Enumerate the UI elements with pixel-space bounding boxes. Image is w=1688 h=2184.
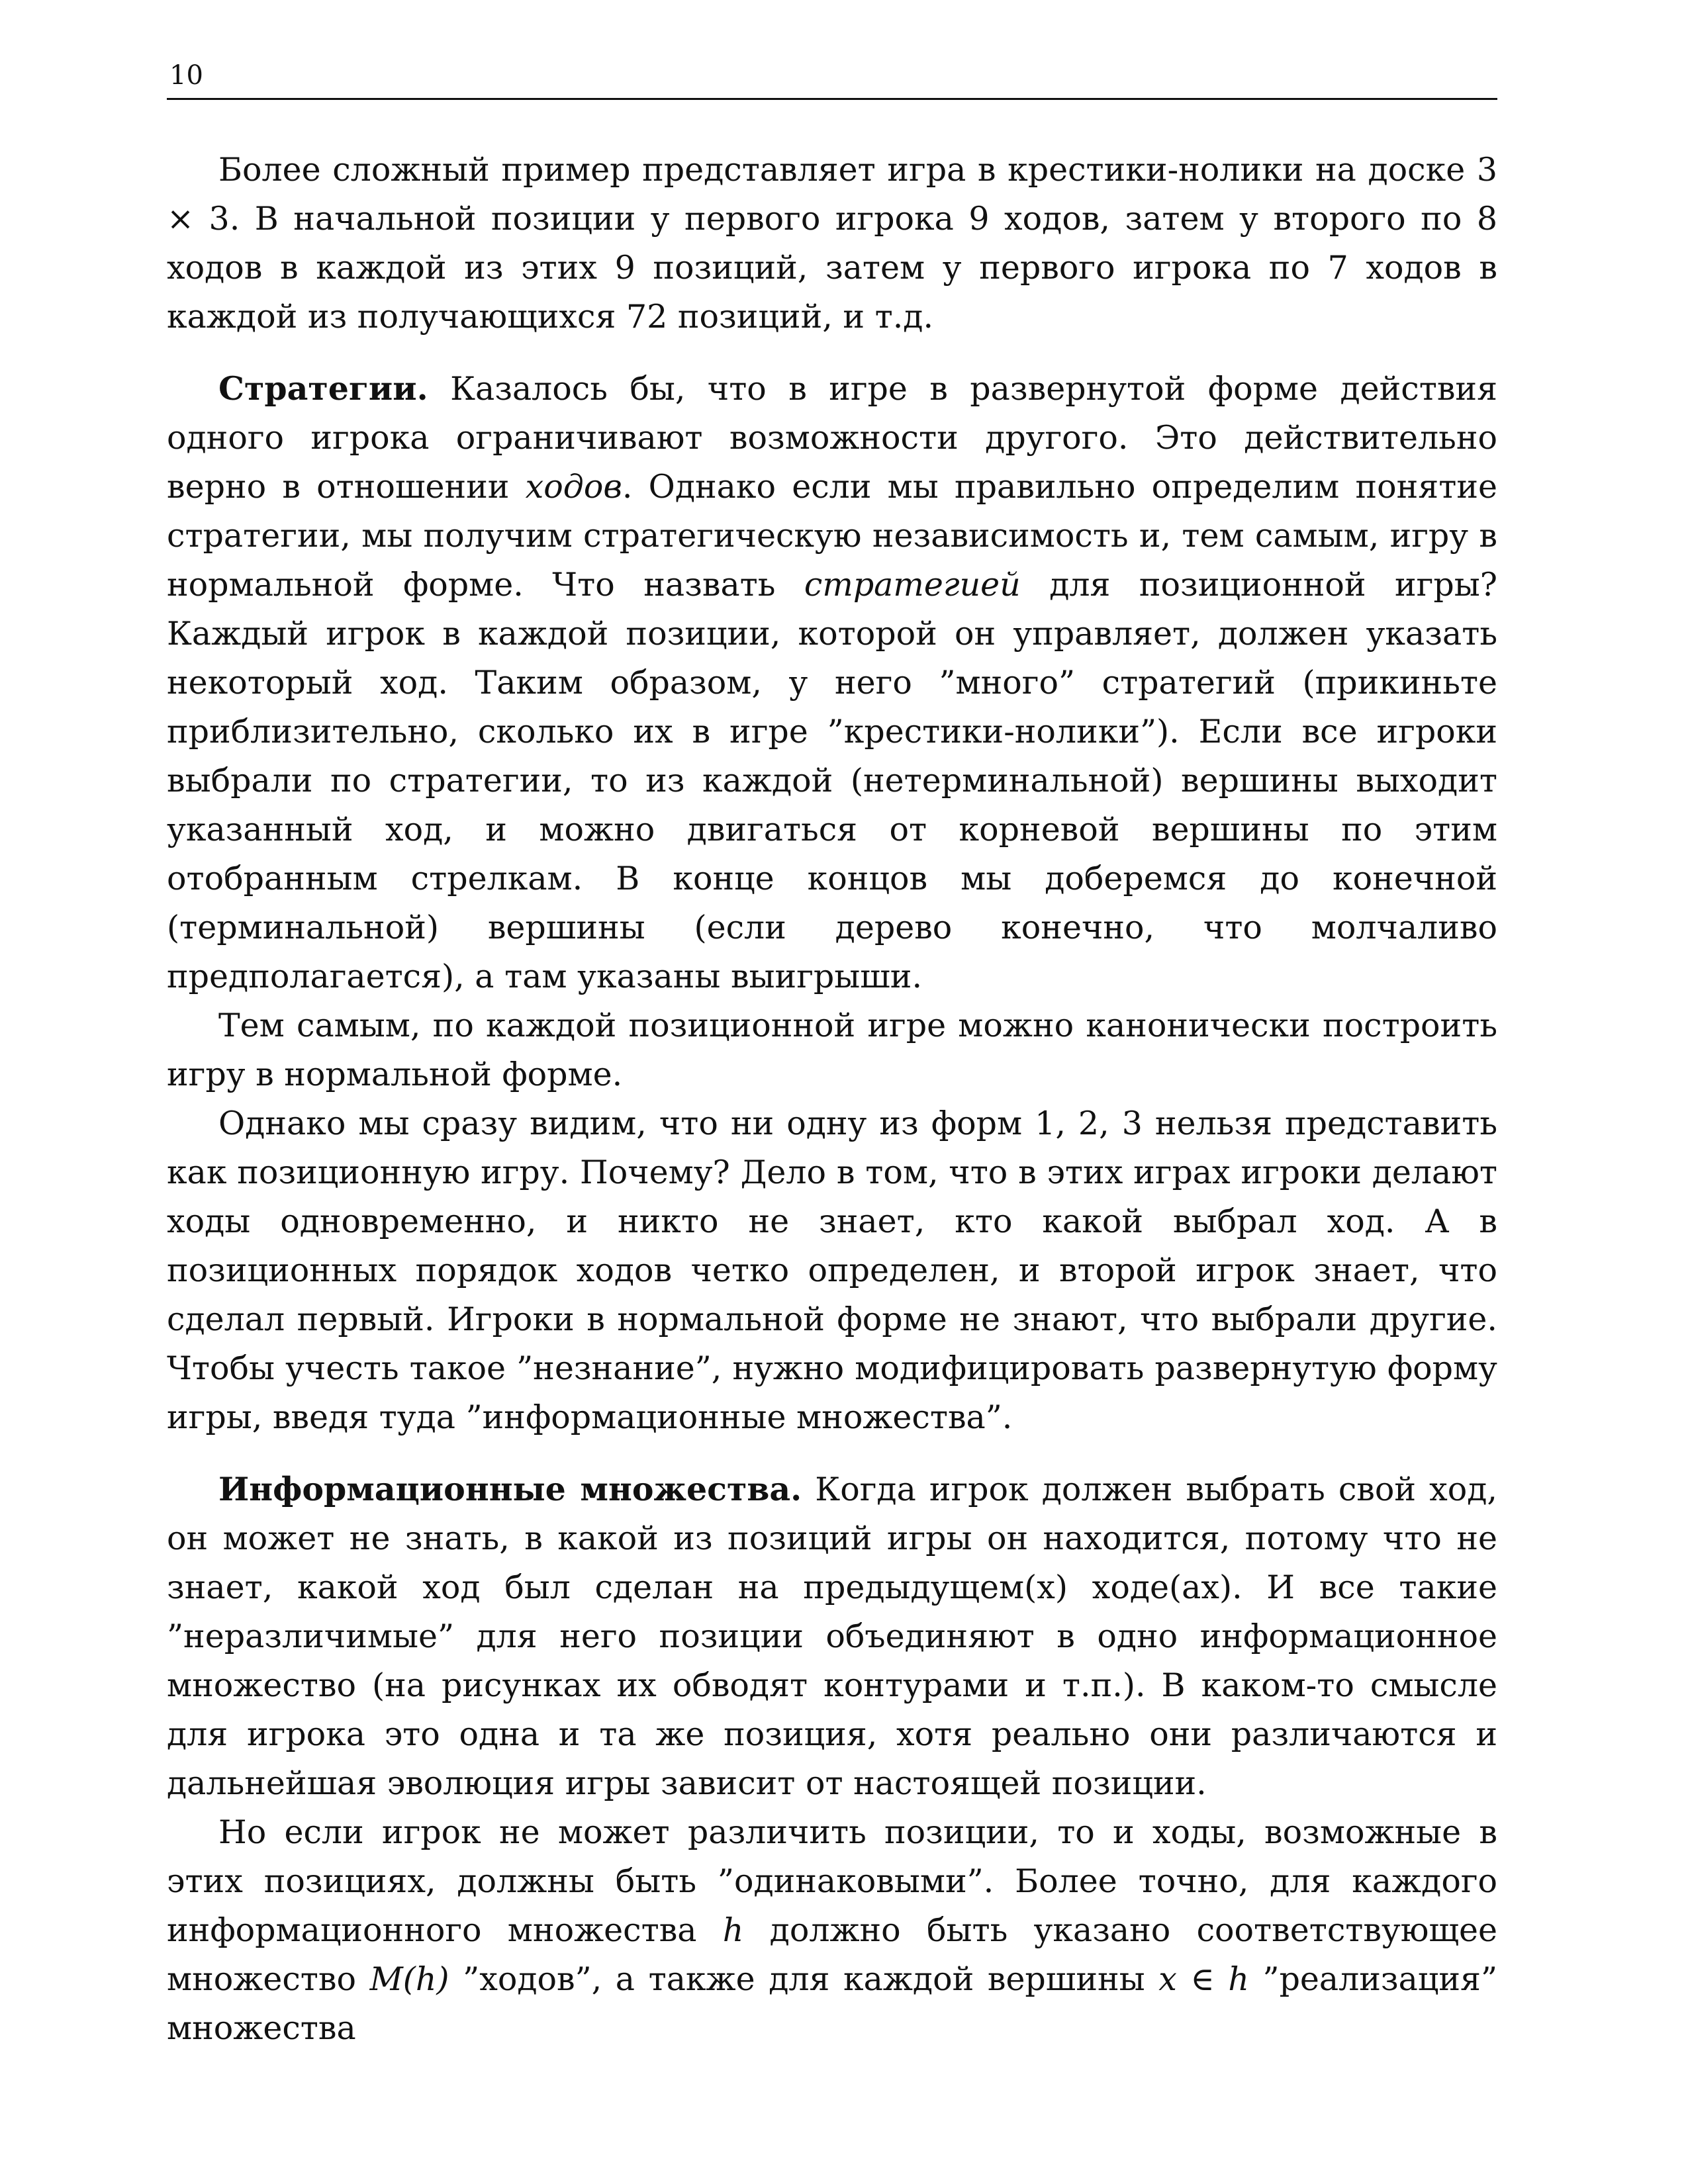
paragraph-text: Но если игрок не может различить позиции, то и ходы, возможные в этих позициях, должны быть ”одинаковыми”. Более точно, для каждого информационного множества: [167, 1813, 1497, 1949]
section-heading-information-sets: Информационные множества.: [218, 1470, 802, 1508]
paragraph-normal-form: [167, 1001, 1497, 1099]
page-header: [167, 56, 1497, 100]
paragraph-simultaneous-moves: [167, 1099, 1497, 1442]
paragraph-text: ”ходов”, а также для каждой вершины: [449, 1960, 1159, 1998]
emphasis-moves: ходов: [525, 468, 622, 506]
paragraph-text: для позиционной игры? Каждый игрок в каждой позиции, которой он управляет, должен указать некоторый ход. Таким образом, у него ”много” стратегий (прикиньте приблизительно, сколько их в игре ”крестики-нолики”). Если все игроки выбрали по стратегии, то из каждой (нетерминальной) вершины выходит указанный ход, и можно двигаться от корневой вершины по этим отобранным стрелкам. В конце концов мы доберемся до конечной (терминальной) вершины (если дерево конечно, что молчаливо предполагается), а там указаны выигрыши.: [167, 566, 1497, 995]
math-h: h: [722, 1911, 744, 1949]
math-x-in-h: x ∈ h: [1158, 1960, 1249, 1998]
paragraph-text: Однако мы сразу видим, что ни одну из форм 1, 2, 3 нельзя представить как позиционную игру. Почему? Дело в том, что в этих играх игроки делают ходы одновременно, и никто не знает, кто какой выбрал ход. А в позиционных порядок ходов четко определен, и второй игрок знает, что сделал первый. Игроки в нормальной форме не знают, что выбрали другие. Чтобы учесть такое ”незнание”, нужно модифицировать развернутую форму игры, введя туда ”информационные множества”.: [167, 1105, 1497, 1436]
paragraph-text: . Однако если мы правильно определим понятие стратегии, мы получим стратегическую независимость и, тем самым, игру в нормальной форме. Что назвать: [167, 468, 1497, 604]
section-heading-strategies: Стратегии.: [218, 369, 428, 408]
math-m-of-h: M(h): [369, 1960, 449, 1998]
paragraph-text: Более сложный пример представляет игра в крестики-нолики на доске 3 × 3. В начальной позиции у первого игрока 9 ходов, затем у второго по 8 ходов в каждой из этих 9 позиций, затем у первого игрока по 7 ходов в каждой из получающихся 72 позиций, и т.д.: [167, 151, 1497, 336]
paragraph-text: Тем самым, по каждой позиционной игре можно канонически построить игру в нормальной форме.: [167, 1007, 1497, 1093]
paragraph-text: Когда игрок должен выбрать свой ход, он может не знать, в какой из позиций игры он находится, потому что не знает, какой ход был сделан на предыдущем(х) ходе(ах). И все такие ”неразличимые” для него позиции объединяют в одно информационное множество (на рисунках их обводят контурами и т.п.). В каком-то смысле для игрока это одна и та же позиция, хотя реально они различаются и дальнейшая эволюция игры зависит от настоящей позиции.: [167, 1471, 1497, 1802]
page-number: 10: [169, 60, 203, 91]
paragraph-moves-in-information-sets: [167, 1808, 1497, 2053]
page-body: [167, 146, 1497, 2053]
paragraph-text: ”реализация” множества: [167, 1960, 1497, 2047]
paragraph-tic-tac-toe-example: [167, 146, 1497, 341]
paragraph-strategies: [167, 364, 1497, 1001]
emphasis-strategy: стратегией: [804, 566, 1021, 604]
paragraph-text: должно быть указано соответствующее множество: [167, 1911, 1498, 1998]
paragraph-text: Казалось бы, что в игре в развернутой форме действия одного игрока ограничивают возможности другого. Это действительно верно в отношении: [167, 370, 1497, 506]
paragraph-information-sets: [167, 1465, 1497, 1808]
